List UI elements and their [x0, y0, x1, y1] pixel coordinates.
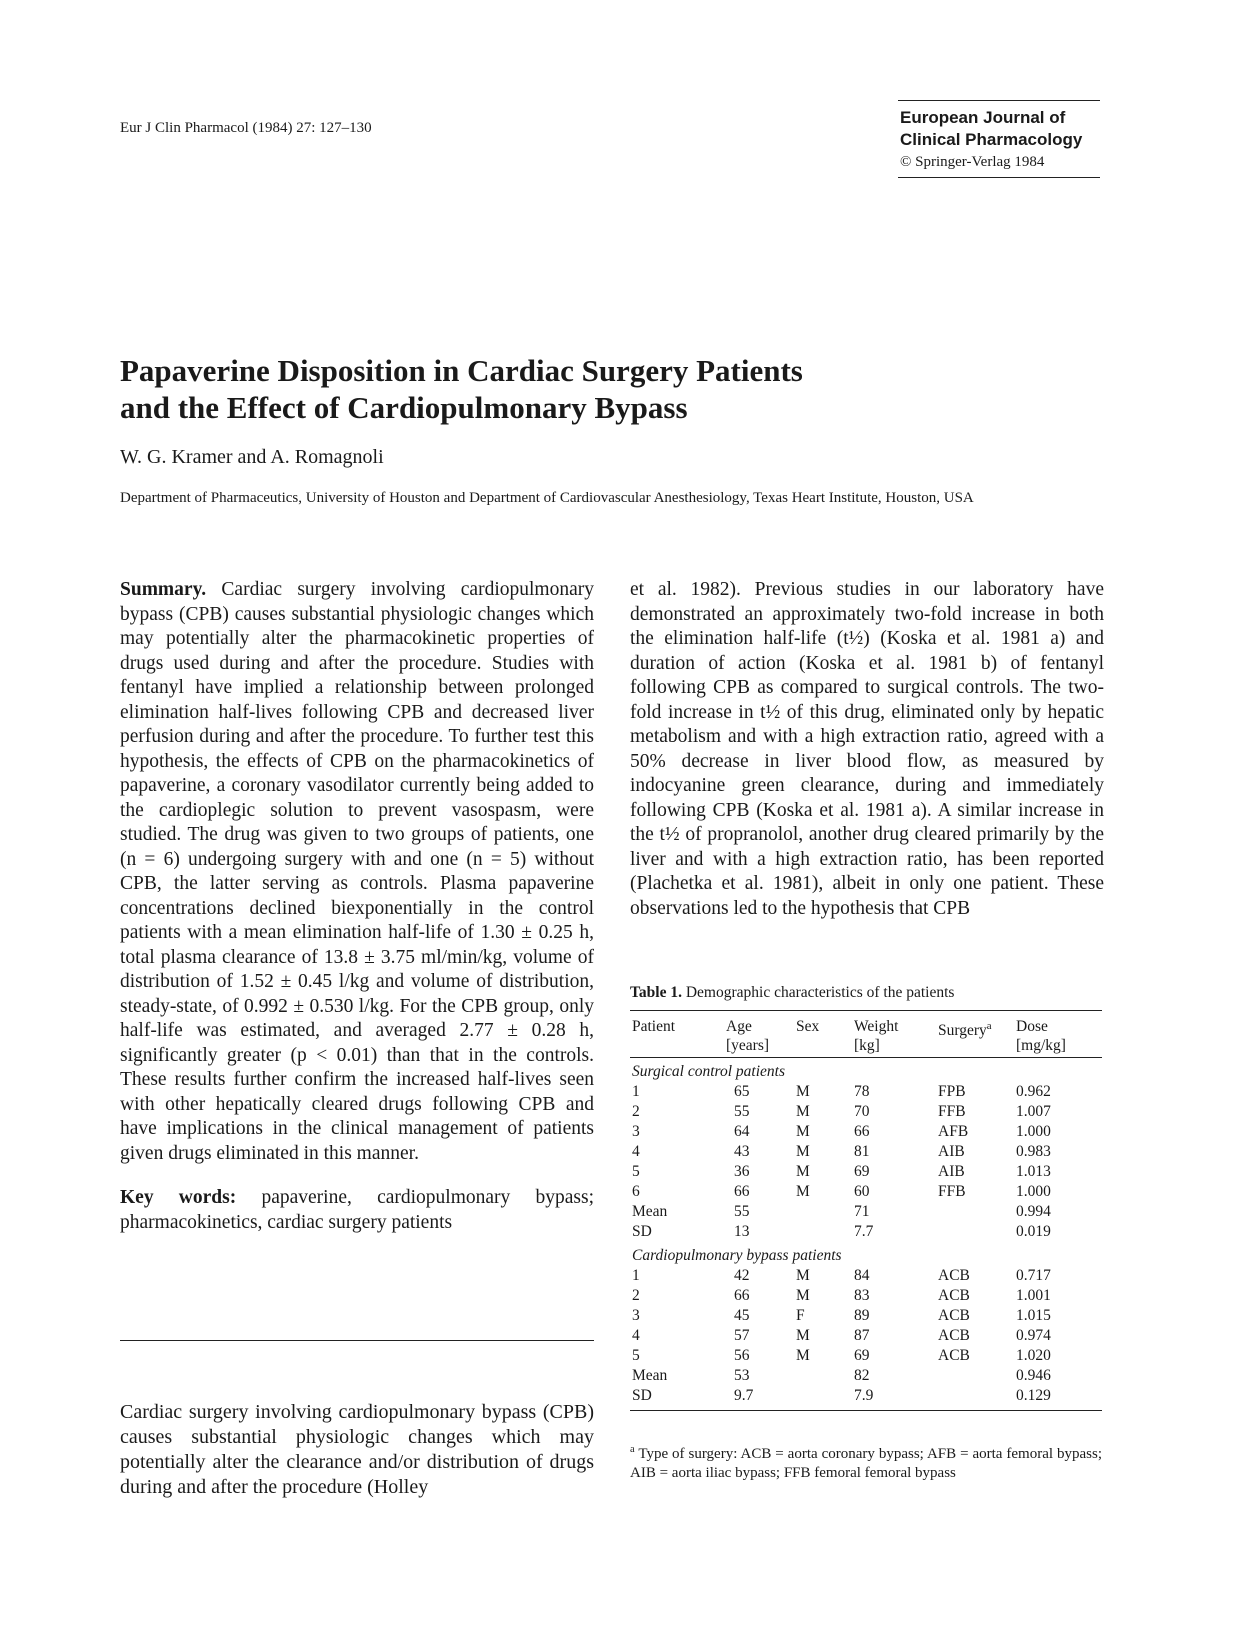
cell-age: 66	[734, 1287, 750, 1304]
cell-age: 43	[734, 1143, 750, 1160]
group-label: Surgical control patients	[632, 1063, 785, 1080]
table-header-row	[630, 1011, 1102, 1058]
cell-age: 45	[734, 1307, 750, 1324]
cell-dose: 0.946	[1016, 1367, 1051, 1384]
cell-sex: M	[796, 1183, 810, 1200]
summary-paragraph	[120, 578, 594, 1166]
table-body	[630, 1058, 1102, 1411]
cell-patient: SD	[630, 1386, 724, 1411]
table-footnote	[630, 1440, 1102, 1483]
table-group-row	[630, 1058, 1102, 1083]
table-sd-row	[630, 1222, 1102, 1242]
table-caption	[630, 984, 954, 1002]
col-header-surgery: Surgery$^a$	[936, 1011, 1014, 1058]
cell-weight: 78	[854, 1083, 870, 1100]
cell-sex	[794, 1202, 852, 1222]
table-sd-row	[630, 1386, 1102, 1411]
cell-sex: M	[796, 1287, 810, 1304]
cell-weight: 89	[854, 1307, 870, 1324]
table-row	[630, 1346, 1102, 1366]
title-line-2: and the Effect of Cardiopulmonary Bypass	[120, 390, 688, 425]
cell-sex	[794, 1366, 852, 1386]
cell-dose: 1.001	[1016, 1287, 1051, 1304]
right-column	[630, 578, 1104, 921]
col-header-patient: Patient	[630, 1011, 724, 1058]
keywords-text: papaverine, cardiopulmonary bypass; pharmacokinetics, cardiac surgery patients	[120, 1187, 594, 1233]
cell-patient: Mean	[632, 1367, 668, 1384]
cell-weight: 69	[854, 1163, 870, 1180]
introduction-text: Cardiac surgery involving cardiopulmonary bypass (CPB) causes substantial physiologic changes which may potentially alter the clearance and/or distribution of drugs during and after the procedure (Holley	[120, 1401, 594, 1498]
cell-dose: 0.129	[1014, 1386, 1102, 1411]
cell-surgery: ACB	[938, 1347, 970, 1364]
cell-surgery	[936, 1386, 1014, 1411]
right-column-text: et al. 1982). Previous studies in our laboratory have demonstrated an approximately two-fold increase in both the elimination half-life (t½) (Koska et al. 1981 a) and duration of action (Koska et al. 1981 b) of fentanyl following CPB as compared to surgical controls. The two-fold increase in t½ of this drug, eliminated only by hepatic metabolism and with a high extraction ratio, agreed with a 50% decrease in liver blood flow, as measured by indocyanine green clearance, during and immediately following CPB (Koska et al. 1981 a). A similar increase in the t½ of propranolol, another drug cleared primarily by the liver and with a high extraction ratio, has been reported (Plachetka et al. 1981), albeit in only one patient. These observations led to the hypothesis that CPB	[630, 579, 1104, 919]
table-row	[630, 1162, 1102, 1182]
table-row	[630, 1182, 1102, 1202]
cell-age: 9.7	[724, 1386, 794, 1411]
table-row	[630, 1266, 1102, 1286]
table-caption-label: Table 1.	[630, 984, 682, 1001]
cell-age: 55	[734, 1103, 750, 1120]
cell-surgery: FFB	[938, 1183, 966, 1200]
journal-name-line1: European Journal of	[900, 108, 1066, 127]
col-header-age: Age [years]	[724, 1011, 794, 1058]
table-mean-row	[630, 1366, 1102, 1386]
cell-age: 66	[734, 1183, 750, 1200]
cell-surgery: AFB	[938, 1123, 969, 1140]
table-row	[630, 1102, 1102, 1122]
cell-patient: 3	[632, 1307, 640, 1324]
section-divider	[120, 1340, 594, 1341]
cell-weight: 81	[854, 1143, 870, 1160]
cell-age: 13	[734, 1223, 750, 1240]
cell-sex: M	[796, 1123, 810, 1140]
summary-text: Cardiac surgery involving cardiopulmonary bypass (CPB) causes substantial physiologic changes which may potentially alter the pharmacokinetic properties of drugs used during and after the procedure. Studies with fentanyl have implied a relationship between prolonged elimination half-lives following CPB and decreased liver perfusion during and after the procedure. To further test this hypothesis, the effects of CPB on the pharmacokinetics of papaverine, a coronary vasodilator currently being added to the cardioplegic solution to prevent vasospasm, were studied. The drug was given to two groups of patients, one (n = 6) undergoing surgery with and one (n = 5) without CPB, the latter serving as controls. Plasma papaverine concentrations declined biexponentially in the control patients with a mean elimination half-life of 1.30 ± 0.25 h, total plasma clearance of 13.8 ± 3.75 ml/min/kg, volume of distribution of 1.52 ± 0.45 l/kg and volume of distribution, steady-state, of 0.992 ± 0.530 l/kg. For the CPB group, only half-life was estimated, and averaged 2.77 ± 0.28 h, significantly greater (p < 0.01) than that in the controls. These results further confirm the increased half-lives seen with other hepatically cleared drugs following CPB and have implications in the clinical management of patients given drugs eliminated in this manner.	[120, 579, 594, 1164]
table-caption-text: Demographic characteristics of the patients	[685, 984, 955, 1001]
footnote-mark: a	[630, 1444, 635, 1455]
keywords-label: Key words:	[120, 1187, 237, 1208]
authors: W. G. Kramer and A. Romagnoli	[120, 446, 384, 468]
journal-name-line2: Clinical Pharmacology	[900, 130, 1083, 149]
cell-patient: 6	[632, 1183, 640, 1200]
table-row	[630, 1122, 1102, 1142]
table-mean-row	[630, 1202, 1102, 1222]
cell-dose: 0.962	[1016, 1083, 1051, 1100]
cell-patient: 2	[632, 1103, 640, 1120]
cell-weight: 70	[854, 1103, 870, 1120]
cell-surgery: AIB	[938, 1143, 965, 1160]
cell-surgery: ACB	[938, 1267, 970, 1284]
cell-patient: SD	[632, 1223, 652, 1240]
keywords-paragraph	[120, 1186, 594, 1235]
cell-sex: M	[796, 1083, 810, 1100]
cell-weight: 71	[854, 1203, 870, 1220]
journal-citation: Eur J Clin Pharmacol (1984) 27: 127–130	[120, 120, 372, 136]
table-row	[630, 1082, 1102, 1102]
group-label: Cardiopulmonary bypass patients	[632, 1247, 842, 1264]
cell-age: 56	[734, 1347, 750, 1364]
cell-dose: 1.000	[1016, 1123, 1051, 1140]
cell-surgery	[936, 1222, 1014, 1242]
demographics-table	[630, 1010, 1102, 1411]
cell-surgery	[936, 1366, 1014, 1386]
cell-surgery: ACB	[938, 1307, 970, 1324]
cell-weight: 84	[854, 1267, 870, 1284]
cell-patient: 4	[632, 1143, 640, 1160]
cell-weight: 69	[854, 1347, 870, 1364]
title-line-1: Papaverine Disposition in Cardiac Surgery Patients	[120, 353, 803, 388]
cell-patient: 5	[632, 1347, 640, 1364]
cell-patient: 3	[632, 1123, 640, 1140]
cell-patient: 1	[632, 1083, 640, 1100]
cell-sex: M	[796, 1163, 810, 1180]
cell-sex	[794, 1222, 852, 1242]
cell-sex: M	[796, 1103, 810, 1120]
cell-dose: 0.019	[1016, 1223, 1051, 1240]
table-group-row	[630, 1242, 1102, 1266]
cell-surgery: ACB	[938, 1287, 970, 1304]
col-header-dose: Dose [mg/kg]	[1014, 1011, 1102, 1058]
cell-patient: 5	[632, 1163, 640, 1180]
cell-surgery: ACB	[938, 1327, 970, 1344]
cell-weight: 87	[854, 1327, 870, 1344]
cell-weight: 60	[854, 1183, 870, 1200]
cell-age: 55	[734, 1203, 750, 1220]
cell-age: 53	[734, 1367, 750, 1384]
cell-dose: 0.717	[1016, 1267, 1051, 1284]
cell-weight: 82	[854, 1367, 870, 1384]
article-title	[120, 352, 1020, 426]
cell-dose: 1.007	[1016, 1103, 1051, 1120]
footnote-text: Type of surgery: ACB = aorta coronary bypass; AFB = aorta femoral bypass; AIB = aorta iliac bypass; FFB femoral femoral bypass	[630, 1446, 1102, 1481]
table-row	[630, 1142, 1102, 1162]
cell-dose: 1.015	[1016, 1307, 1051, 1324]
cell-age: 36	[734, 1163, 750, 1180]
cell-dose: 1.000	[1016, 1183, 1051, 1200]
col-header-weight: Weight [kg]	[852, 1011, 936, 1058]
table-row	[630, 1326, 1102, 1346]
cell-sex: M	[796, 1143, 810, 1160]
journal-masthead	[898, 100, 1100, 178]
cell-patient: 1	[632, 1267, 640, 1284]
cell-sex: F	[796, 1307, 805, 1324]
cell-dose: 1.013	[1016, 1163, 1051, 1180]
cell-patient: 2	[632, 1287, 640, 1304]
cell-surgery: FPB	[938, 1083, 966, 1100]
copyright-notice: © Springer-Verlag 1984	[900, 154, 1045, 170]
cell-sex: M	[796, 1267, 810, 1284]
cell-weight: 66	[854, 1123, 870, 1140]
cell-sex	[794, 1386, 852, 1411]
cell-age: 57	[734, 1327, 750, 1344]
cell-age: 64	[734, 1123, 750, 1140]
left-column	[120, 578, 594, 1235]
cell-weight: 83	[854, 1287, 870, 1304]
cell-surgery	[936, 1202, 1014, 1222]
cell-dose: 0.994	[1016, 1203, 1051, 1220]
cell-dose: 0.974	[1016, 1327, 1051, 1344]
cell-sex: M	[796, 1347, 810, 1364]
cell-dose: 1.020	[1016, 1347, 1051, 1364]
table-row	[630, 1306, 1102, 1326]
cell-surgery: AIB	[938, 1163, 965, 1180]
cell-dose: 0.983	[1016, 1143, 1051, 1160]
summary-label: Summary.	[120, 579, 207, 600]
table-row	[630, 1286, 1102, 1306]
cell-patient: 4	[632, 1327, 640, 1344]
cell-weight: 7.9	[852, 1386, 936, 1411]
cell-age: 42	[734, 1267, 750, 1284]
cell-patient: Mean	[632, 1203, 668, 1220]
col-header-sex: Sex	[794, 1011, 852, 1058]
cell-weight: 7.7	[854, 1223, 874, 1240]
cell-surgery: FFB	[938, 1103, 966, 1120]
affiliation: Department of Pharmaceutics, University of Houston and Department of Cardiovascular Anesthesiology, Texas Heart Institute, Houston, USA	[120, 490, 974, 506]
cell-age: 65	[734, 1083, 750, 1100]
cell-sex: M	[796, 1327, 810, 1344]
